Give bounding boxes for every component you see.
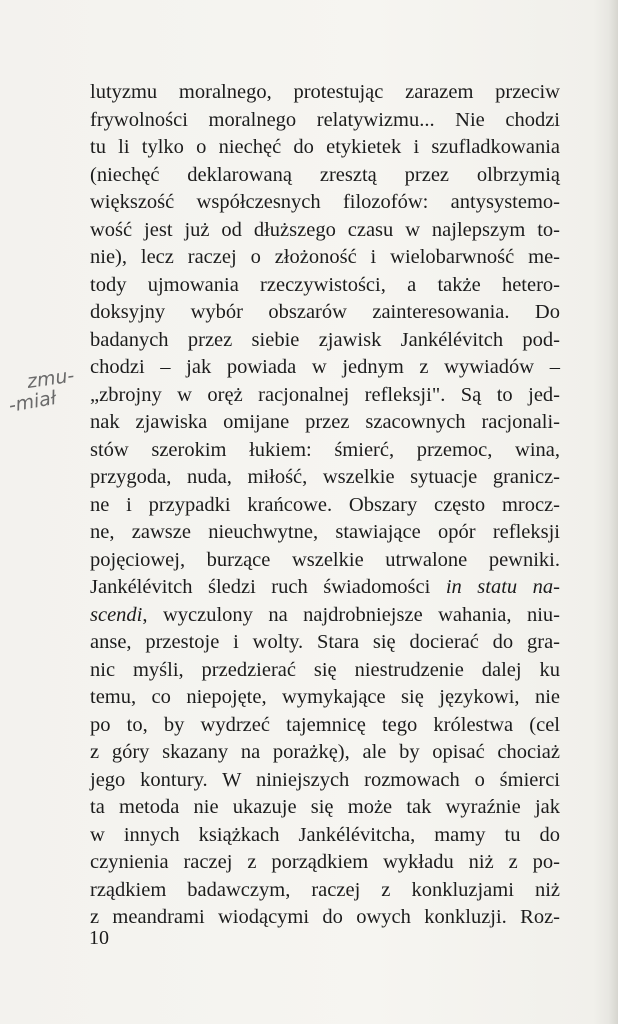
text-segment: lutyzmu moralnego, protestując zarazem przeciw (90, 81, 560, 103)
italic-text-segment: in statu na- (445, 576, 560, 598)
text-line (90, 739, 560, 767)
text-segment: nic myśli, przedzierać się niestrudzenie dalej ku (90, 658, 560, 681)
text-line (90, 629, 560, 657)
text-segment: stów szerokim łukiem: śmierć, przemoc, wina, (90, 438, 560, 461)
text-segment: frywolności moralnego relatywizmu... Nie chodzi (90, 108, 560, 131)
text-line (90, 107, 560, 135)
text-line (90, 574, 560, 602)
text-line (90, 217, 560, 245)
text-line (90, 684, 560, 712)
margin-note-line-1: zmu- (25, 364, 76, 393)
text-line (90, 354, 560, 382)
text-line (90, 299, 560, 327)
text-line (90, 382, 560, 410)
text-line (90, 464, 560, 492)
italic-text-segment: scendi (90, 603, 143, 626)
text-segment: anse, przestoje i wolty. Stara się docierać do gra- (90, 631, 560, 653)
text-line (90, 767, 560, 795)
text-segment: wość jest już od dłuższego czasu w najlepszym to- (90, 218, 560, 241)
text-line (90, 849, 560, 877)
text-segment: ne, zawsze nieuchwytne, stawiające opór refleksji (90, 521, 560, 543)
text-segment: (niechęć deklarowaną zresztą przez olbrzymią (90, 163, 560, 186)
text-segment: tody ujmowania rzeczywistości, a także hetero- (90, 273, 560, 296)
text-line (90, 877, 560, 905)
text-segment: z meandrami wiodącymi do owych konkluzji. Roz- (90, 906, 560, 928)
text-segment: Jankélévitch śledzi ruch świadomości (90, 576, 446, 598)
text-segment: ne i przypadki krańcowe. Obszary często mrocz- (90, 493, 560, 516)
handwritten-note-drawing (8, 362, 88, 422)
text-line (90, 712, 560, 740)
text-line (90, 409, 560, 437)
page-edge-shadow (608, 0, 618, 1024)
text-segment: nak zjawiska omijane przez szacownych racjonali- (90, 411, 560, 433)
text-line (90, 327, 560, 355)
text-segment: rządkiem badawczym, raczej z konkluzjami niż (90, 878, 560, 901)
text-line (90, 602, 560, 630)
text-line (90, 79, 560, 107)
text-line (90, 134, 560, 162)
text-line (90, 904, 560, 932)
text-segment: czynienia raczej z porządkiem wykładu niż z po- (90, 851, 560, 873)
text-segment: „zbrojny w oręż racjonalnej refleksji". Są to jed- (90, 383, 560, 406)
text-line (90, 794, 560, 822)
handwritten-margin-note (8, 362, 88, 422)
text-segment: chodzi – jak powiada w jednym z wywiadów – (90, 356, 560, 378)
body-text (90, 79, 560, 932)
text-line (90, 492, 560, 520)
text-segment: doksyjny wybór obszarów zainteresowania. Do (90, 301, 560, 323)
text-segment: po to, by wydrzeć tajemnicę tego królestwa (cel (90, 713, 560, 736)
text-line (90, 547, 560, 575)
text-segment: nie), lecz raczej o złożoność i wielobarwność me- (90, 246, 560, 268)
text-line (90, 272, 560, 300)
text-line (90, 189, 560, 217)
text-segment: w innych książkach Jankélévitcha, mamy tu do (90, 823, 560, 846)
text-line (90, 162, 560, 190)
text-line (90, 822, 560, 850)
text-segment: badanych przez siebie zjawisk Jankélévitch pod- (90, 328, 560, 351)
text-segment: tu li tylko o niechęć do etykietek i szufladkowania (90, 136, 560, 158)
text-line (90, 657, 560, 685)
text-segment: temu, co niepojęte, wymykające się językowi, nie (90, 686, 560, 708)
text-line (90, 437, 560, 465)
text-segment: większość współczesnych filozofów: antysystemo- (90, 191, 560, 213)
text-segment: z góry skazany na porażkę), ale by opisać chociaż (90, 741, 560, 763)
page-number: 10 (89, 927, 109, 949)
text-segment: ta metoda nie ukazuje się może tak wyraźnie jak (90, 796, 560, 818)
text-segment: jego kontury. W niniejszych rozmowach o śmierci (90, 768, 560, 791)
text-segment: pojęciowej, burzące wszelkie utrwalone pewniki. (90, 548, 560, 571)
margin-note-line-2: -miał (8, 386, 58, 417)
text-line (90, 519, 560, 547)
text-segment: przygoda, nuda, miłość, wszelkie sytuacje granicz- (90, 466, 560, 488)
text-segment: , wyczulony na najdrobniejsze wahania, niu- (142, 603, 560, 626)
text-line (90, 244, 560, 272)
